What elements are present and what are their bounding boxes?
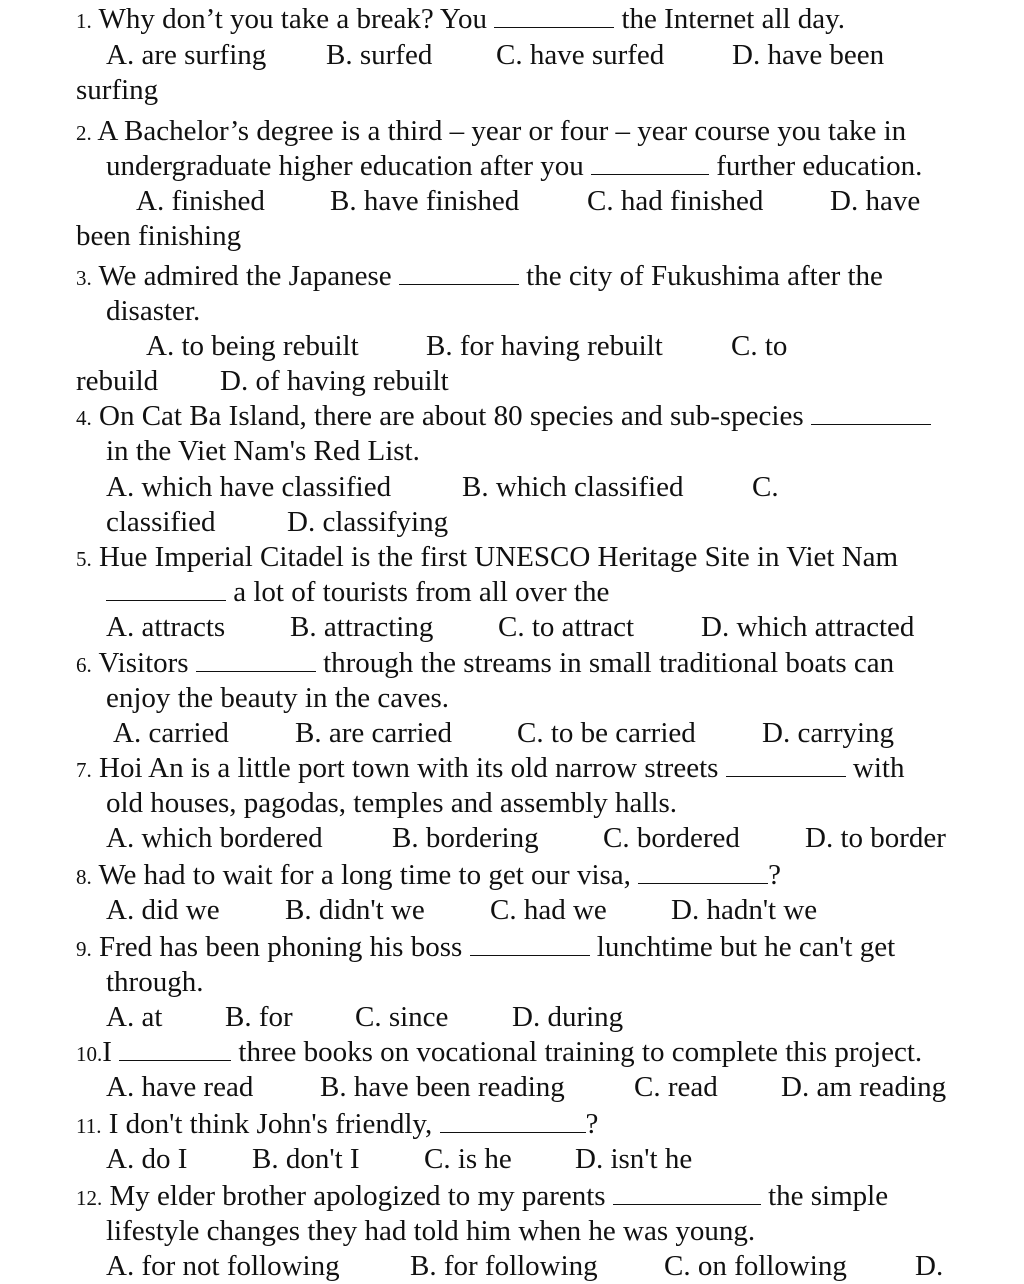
- option-a[interactable]: A. did we: [106, 894, 220, 926]
- question-number: 2.: [76, 121, 92, 145]
- question-number: 9.: [76, 937, 92, 961]
- option-c-continued: rebuild: [76, 365, 159, 397]
- option-d[interactable]: D. have: [830, 185, 921, 217]
- question-5-stem-line2: a lot of tourists from all over the: [106, 575, 609, 610]
- question-number: 10.: [76, 1042, 103, 1066]
- question-4-stem-line2: in the Viet Nam's Red List.: [106, 435, 420, 467]
- question-2-stem: 2. A Bachelor’s degree is a third – year or four – year course you take in: [76, 115, 907, 147]
- question-number: 6.: [76, 653, 92, 677]
- question-9-stem-line2: through.: [106, 966, 204, 998]
- option-b[interactable]: B. for following: [410, 1250, 598, 1282]
- question-number: 8.: [76, 865, 92, 889]
- answer-blank[interactable]: [470, 931, 590, 956]
- answer-blank[interactable]: [494, 3, 614, 28]
- question-10-stem: 10.I three books on vocational training to complete this project.: [76, 1036, 923, 1068]
- option-b[interactable]: B. attracting: [290, 611, 434, 643]
- option-a[interactable]: A. have read: [106, 1071, 254, 1103]
- option-b[interactable]: B. for having rebuilt: [426, 330, 663, 362]
- question-number: 4.: [76, 406, 92, 430]
- option-d[interactable]: D. hadn't we: [671, 894, 818, 926]
- question-6-stem-line2: enjoy the beauty in the caves.: [106, 682, 450, 714]
- question-12-stem-line2: lifestyle changes they had told him when he was young.: [106, 1215, 756, 1247]
- option-b[interactable]: B. are carried: [295, 717, 452, 749]
- question-number: 5.: [76, 547, 92, 571]
- option-a[interactable]: A. finished: [136, 185, 265, 217]
- answer-blank[interactable]: [638, 859, 768, 884]
- question-number: 7.: [76, 758, 92, 782]
- question-1-stem: 1. Why don’t you take a break? You the Internet all day.: [76, 3, 846, 35]
- option-d[interactable]: D. isn't he: [575, 1143, 693, 1175]
- option-a[interactable]: A. carried: [113, 717, 229, 749]
- option-d[interactable]: D. carrying: [762, 717, 895, 749]
- question-7-stem-line2: old houses, pagodas, temples and assembly halls.: [106, 787, 678, 819]
- option-b[interactable]: B. bordering: [392, 822, 539, 854]
- option-c[interactable]: C. to attract: [498, 611, 635, 643]
- option-c[interactable]: C. to be carried: [517, 717, 696, 749]
- option-b[interactable]: B. surfed: [326, 39, 433, 71]
- option-c[interactable]: C. since: [355, 1001, 449, 1033]
- question-number: 12.: [76, 1186, 103, 1210]
- option-d-continued: surfing: [76, 74, 159, 106]
- question-12-stem: 12. My elder brother apologized to my parents the simple: [76, 1180, 889, 1212]
- option-b[interactable]: B. have been reading: [320, 1071, 565, 1103]
- option-a[interactable]: A. which bordered: [106, 822, 323, 854]
- answer-blank[interactable]: [811, 400, 931, 425]
- option-c[interactable]: C.: [752, 471, 779, 503]
- option-c[interactable]: C. had we: [490, 894, 607, 926]
- option-c[interactable]: C. have surfed: [496, 39, 665, 71]
- option-c[interactable]: C. bordered: [603, 822, 740, 854]
- answer-blank[interactable]: [119, 1036, 231, 1061]
- option-a[interactable]: A. to being rebuilt: [146, 330, 359, 362]
- question-11-stem: 11. I don't think John's friendly, ?: [76, 1108, 599, 1140]
- question-5-stem: 5. Hue Imperial Citadel is the first UNESCO Heritage Site in Viet Nam: [76, 541, 899, 573]
- question-9-stem: 9. Fred has been phoning his boss lunchtime but he can't get: [76, 931, 896, 963]
- question-7-stem: 7. Hoi An is a little port town with its old narrow streets with: [76, 752, 905, 784]
- option-a[interactable]: A. attracts: [106, 611, 226, 643]
- option-c[interactable]: C. had finished: [587, 185, 764, 217]
- question-6-stem: 6. Visitors through the streams in small traditional boats can: [76, 647, 895, 679]
- question-number: 3.: [76, 266, 92, 290]
- option-b[interactable]: B. which classified: [462, 471, 684, 503]
- option-b[interactable]: B. for: [225, 1001, 293, 1033]
- option-c[interactable]: C. to: [731, 330, 788, 362]
- answer-blank[interactable]: [106, 576, 226, 601]
- option-d[interactable]: D. during: [512, 1001, 624, 1033]
- option-a[interactable]: A. at: [106, 1001, 163, 1033]
- question-2-stem-line2: undergraduate higher education after you further education.: [106, 150, 923, 182]
- option-a[interactable]: A. which have classified: [106, 471, 392, 503]
- option-c[interactable]: C. read: [634, 1071, 718, 1103]
- answer-blank[interactable]: [399, 260, 519, 285]
- option-d[interactable]: D. to border: [805, 822, 946, 854]
- question-number: 11.: [76, 1114, 102, 1138]
- question-number: 1.: [76, 9, 92, 33]
- option-d[interactable]: D. am reading: [781, 1071, 947, 1103]
- answer-blank[interactable]: [196, 647, 316, 672]
- option-d[interactable]: D. classifying: [287, 506, 449, 538]
- option-d-continued: been finishing: [76, 220, 242, 252]
- answer-blank[interactable]: [726, 752, 846, 777]
- answer-blank[interactable]: [613, 1180, 761, 1205]
- option-c[interactable]: C. on following: [664, 1250, 847, 1282]
- option-d[interactable]: D.: [915, 1250, 944, 1282]
- option-c[interactable]: C. is he: [424, 1143, 512, 1175]
- option-c-continued: classified: [106, 506, 216, 538]
- option-b[interactable]: B. don't I: [252, 1143, 360, 1175]
- question-3-stem: 3. We admired the Japanese the city of Fukushima after the: [76, 260, 883, 292]
- option-d[interactable]: D. of having rebuilt: [220, 365, 449, 397]
- answer-blank[interactable]: [591, 150, 709, 175]
- option-a[interactable]: A. are surfing: [106, 39, 267, 71]
- option-b[interactable]: B. didn't we: [285, 894, 425, 926]
- option-a[interactable]: A. do I: [106, 1143, 188, 1175]
- option-d[interactable]: D. which attracted: [701, 611, 915, 643]
- question-8-stem: 8. We had to wait for a long time to get our visa, ?: [76, 859, 782, 891]
- answer-blank[interactable]: [440, 1108, 586, 1133]
- option-d[interactable]: D. have been: [732, 39, 885, 71]
- question-4-stem: 4. On Cat Ba Island, there are about 80 species and sub-species: [76, 399, 931, 436]
- option-a[interactable]: A. for not following: [106, 1250, 340, 1282]
- option-b[interactable]: B. have finished: [330, 185, 520, 217]
- question-3-stem-line2: disaster.: [106, 295, 201, 327]
